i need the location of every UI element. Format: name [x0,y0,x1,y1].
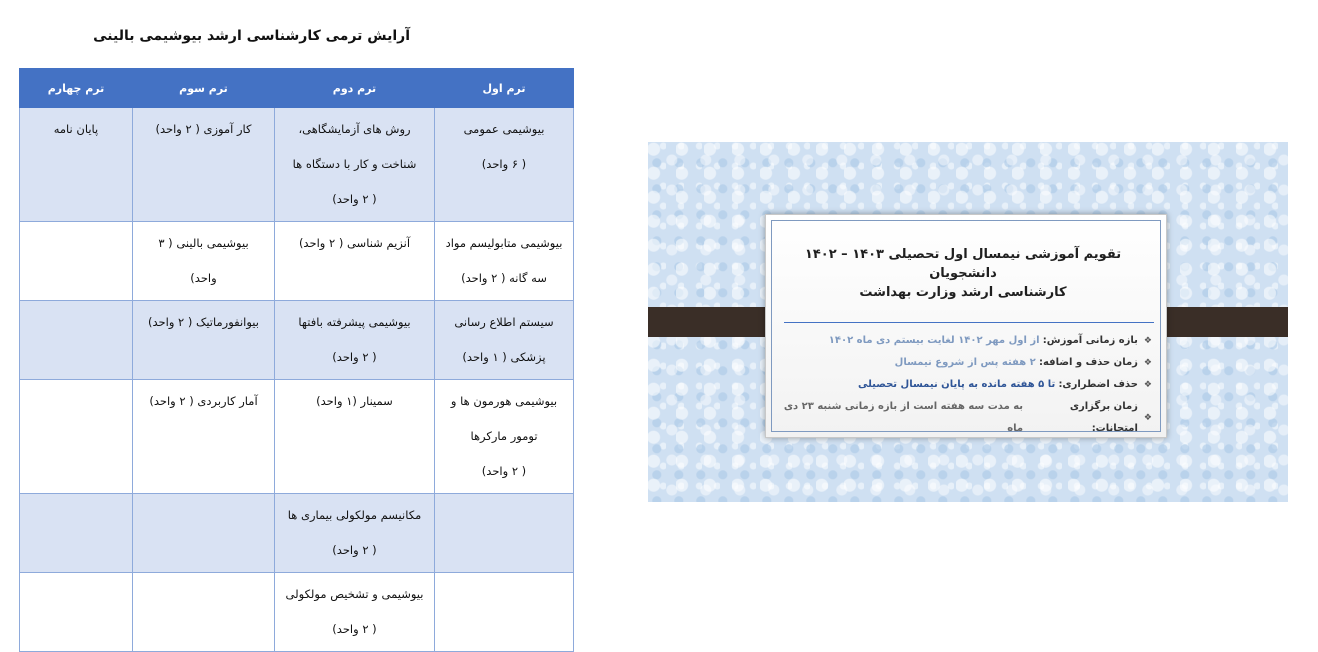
course-cell [133,108,275,222]
course-cell [20,301,133,380]
calendar-card [765,214,1167,438]
course-cell [275,108,435,222]
course-text: آمار کاربردی ( ۲ واحد) [149,394,258,408]
course-cell [275,222,435,301]
course-cell [20,573,133,652]
course-text: آنزیم شناسی ( ۲ واحد) [298,236,411,250]
course-text: تومور مارکرها [470,429,538,443]
course-text: ( ۲ واحد) [332,350,377,364]
table-row [20,301,574,380]
table-row [20,494,574,573]
course-cell [435,494,574,573]
diamond-bullet-icon: ❖ [1143,336,1152,346]
course-cell [133,573,275,652]
course-text: بیوشیمی پیشرفته بافتها [298,315,411,329]
course-cell [20,222,133,301]
calendar-list [778,330,1152,440]
course-cell [435,573,574,652]
course-cell [275,301,435,380]
decorative-bar-left [648,307,778,337]
curriculum-table [19,68,574,652]
diamond-bullet-icon: ❖ [1143,380,1152,390]
course-cell [133,301,275,380]
calendar-title-line-2: کارشناسی ارشد وزارت بهداشت [859,285,1067,300]
course-text: شناخت و کار با دستگاه ها [292,157,417,171]
table-header-row [20,69,574,108]
course-text: سه گانه ( ۲ واحد) [461,271,547,285]
calendar-item-label: زمان برگزاری امتحانات: [1069,401,1138,434]
decorative-bar-right [1160,307,1288,337]
calendar-title [776,245,1150,302]
course-cell [275,573,435,652]
table-row [20,108,574,222]
column-header-term-3: ترم سوم [133,69,275,108]
course-cell [435,380,574,494]
course-cell [275,494,435,573]
calendar-item-label: حذف اضطراری: [1058,379,1138,390]
diamond-bullet-icon: ❖ [1143,413,1152,423]
calendar-item-label: زمان حذف و اضافه: [1038,357,1138,368]
calendar-item-value: ۲ هفته پس از شروع نیمسال [894,357,1036,368]
course-text: بیوشیمی عمومی [463,122,545,136]
course-text: واحد) [190,271,217,285]
calendar-item [778,352,1152,374]
calendar-item [778,330,1152,352]
course-text: مکانیسم مولکولی بیماری ها [287,508,422,522]
calendar-item-value: از اول مهر ۱۴۰۲ لغایت بیستم دی ماه ۱۴۰۲ [828,335,1040,346]
calendar-item [778,396,1152,440]
table-row [20,380,574,494]
course-text: پایان نامه [53,122,99,136]
table-row [20,573,574,652]
course-cell [20,108,133,222]
course-cell [20,380,133,494]
course-text: ( ۶ واحد) [481,157,527,171]
course-text: روش های آزمایشگاهی، [298,122,411,136]
calendar-item-label: بازه زمانی آموزش: [1042,335,1138,346]
course-text: کار آموزی ( ۲ واحد) [155,122,252,136]
course-cell [20,494,133,573]
course-text: بیوشیمی بالینی ( ۳ [158,236,249,250]
calendar-item-value: به مدت سه هفته است از بازه زمانی شنبه ۲۳ دی ماه [783,401,1024,434]
column-header-term-2: ترم دوم [275,69,435,108]
document-title: آرایش ترمی کارشناسی ارشد بیوشیمی بالینی [93,28,410,44]
course-text: بیوانفورماتیک ( ۲ واحد) [148,315,259,329]
course-text: بیوشیمی هورمون ها و [450,394,558,408]
calendar-divider [784,322,1154,323]
course-text: بیوشیمی و تشخیص مولکولی [285,587,424,601]
calendar-item-value: تا ۵ هفته مانده به پایان نیمسال تحصیلی [857,379,1056,390]
course-cell [435,301,574,380]
course-text: پزشکی ( ۱ واحد) [462,350,546,364]
course-text: ( ۲ واحد) [332,622,377,636]
table-row [20,222,574,301]
calendar-item [778,374,1152,396]
course-text: بیوشیمی متابولیسم مواد [445,236,563,250]
course-cell [275,380,435,494]
course-cell [133,222,275,301]
column-header-term-4: ترم چهارم [20,69,133,108]
course-cell [133,494,275,573]
course-text: سمینار (۱ واحد) [316,394,393,408]
course-text: ( ۲ واحد) [481,464,527,478]
course-cell [435,108,574,222]
calendar-title-line-1: تقویم آموزشی نیمسال اول تحصیلی ۱۴۰۳ – ۱۴۰۲ دانشجویان [804,247,1122,281]
course-cell [435,222,574,301]
column-header-term-1: ترم اول [435,69,574,108]
course-text: سیستم اطلاع رسانی [454,315,554,329]
course-text: ( ۲ واحد) [332,543,377,557]
course-text: ( ۲ واحد) [332,192,377,206]
diamond-bullet-icon: ❖ [1143,358,1152,368]
course-cell [133,380,275,494]
